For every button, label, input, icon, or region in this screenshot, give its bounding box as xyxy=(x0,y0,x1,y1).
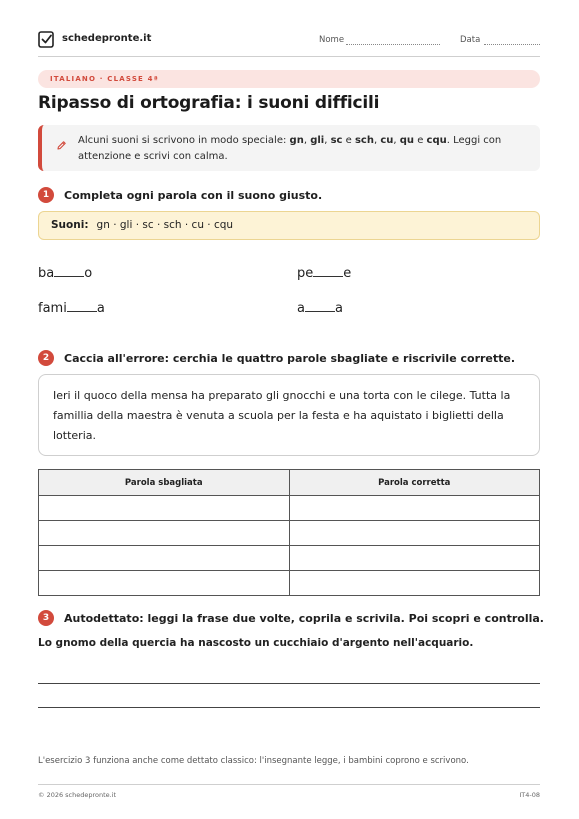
error-text: Ieri il quoco della mensa ha preparato gli gnocchi e una torta con le cilege. Tutta la famillia della maestra è venuta a scuola per la festa e ha aquistato i biglietti della lotteria. xyxy=(53,389,511,442)
exercise-1-number: 1 xyxy=(38,187,54,203)
table-row xyxy=(39,521,540,546)
word-blank xyxy=(305,301,335,312)
correct-word-cell[interactable] xyxy=(289,521,540,546)
sheet-code: IT4-08 xyxy=(519,791,540,799)
table-row xyxy=(39,496,540,521)
sounds-list: gn · gli · sc · sch · cu · cqu xyxy=(96,219,234,231)
dictation-sentence: Lo gnomo della quercia ha nascosto un cucchiaio d'argento nell'acquario. xyxy=(38,637,474,649)
exercise-3-title: Autodettato: leggi la frase due volte, coprila e scrivila. Poi scopri e controlla. xyxy=(64,612,544,625)
site-name: schedepronte.it xyxy=(62,33,152,44)
logo-icon xyxy=(38,30,56,48)
word-item[interactable]: pe e xyxy=(297,266,352,281)
sounds-label: Suoni: xyxy=(51,219,89,231)
correction-table xyxy=(38,469,540,596)
instructions-note xyxy=(38,125,540,171)
wrong-word-cell[interactable] xyxy=(39,546,290,571)
col-correct-word: Parola corretta xyxy=(289,470,540,496)
word-blank xyxy=(313,266,343,277)
word-item[interactable]: fami a xyxy=(38,301,105,316)
note-text: Alcuni suoni si scrivono in modo speciale: gn, gli, sc e sch, cu, qu e cqu. Leggi con attenzione e scrivi con calma. xyxy=(78,135,502,162)
table-row xyxy=(39,546,540,571)
sounds-box xyxy=(38,211,540,240)
copyright: © 2026 schedepronte.it xyxy=(38,791,117,799)
col-wrong-word: Parola sbagliata xyxy=(39,470,290,496)
error-text-box xyxy=(38,374,540,456)
footer-divider xyxy=(38,784,540,785)
word-item[interactable]: ba o xyxy=(38,266,93,281)
wrong-word-cell[interactable] xyxy=(39,571,290,596)
table-row xyxy=(39,571,540,596)
writing-line[interactable] xyxy=(38,707,540,708)
writing-line[interactable] xyxy=(38,683,540,684)
pencil-icon xyxy=(56,136,67,155)
exercise-3-number: 3 xyxy=(38,610,54,626)
exercise-2-title: Caccia all'errore: cerchia le quattro parole sbagliate e riscrivile corrette. xyxy=(64,352,516,365)
correct-word-cell[interactable] xyxy=(289,496,540,521)
correct-word-cell[interactable] xyxy=(289,546,540,571)
teacher-note: L'esercizio 3 funziona anche come dettato classico: l'insegnante legge, i bambini coprono e scrivono. xyxy=(38,756,469,766)
correct-word-cell[interactable] xyxy=(289,571,540,596)
date-field[interactable] xyxy=(484,44,540,45)
name-field[interactable] xyxy=(346,44,440,45)
word-blank xyxy=(67,301,97,312)
date-label: Data xyxy=(460,35,481,45)
exercise-1-title: Completa ogni parola con il suono giusto. xyxy=(64,189,323,202)
name-label: Nome xyxy=(319,35,345,45)
wrong-word-cell[interactable] xyxy=(39,496,290,521)
page-title: Ripasso di ortografia: i suoni difficili xyxy=(38,93,380,113)
word-item[interactable]: a a xyxy=(297,301,343,316)
exercise-2-number: 2 xyxy=(38,350,54,366)
word-blank xyxy=(54,266,84,277)
header-divider xyxy=(38,56,540,57)
subject-tag: ITALIANO · CLASSE 4ª xyxy=(38,70,540,88)
wrong-word-cell[interactable] xyxy=(39,521,290,546)
